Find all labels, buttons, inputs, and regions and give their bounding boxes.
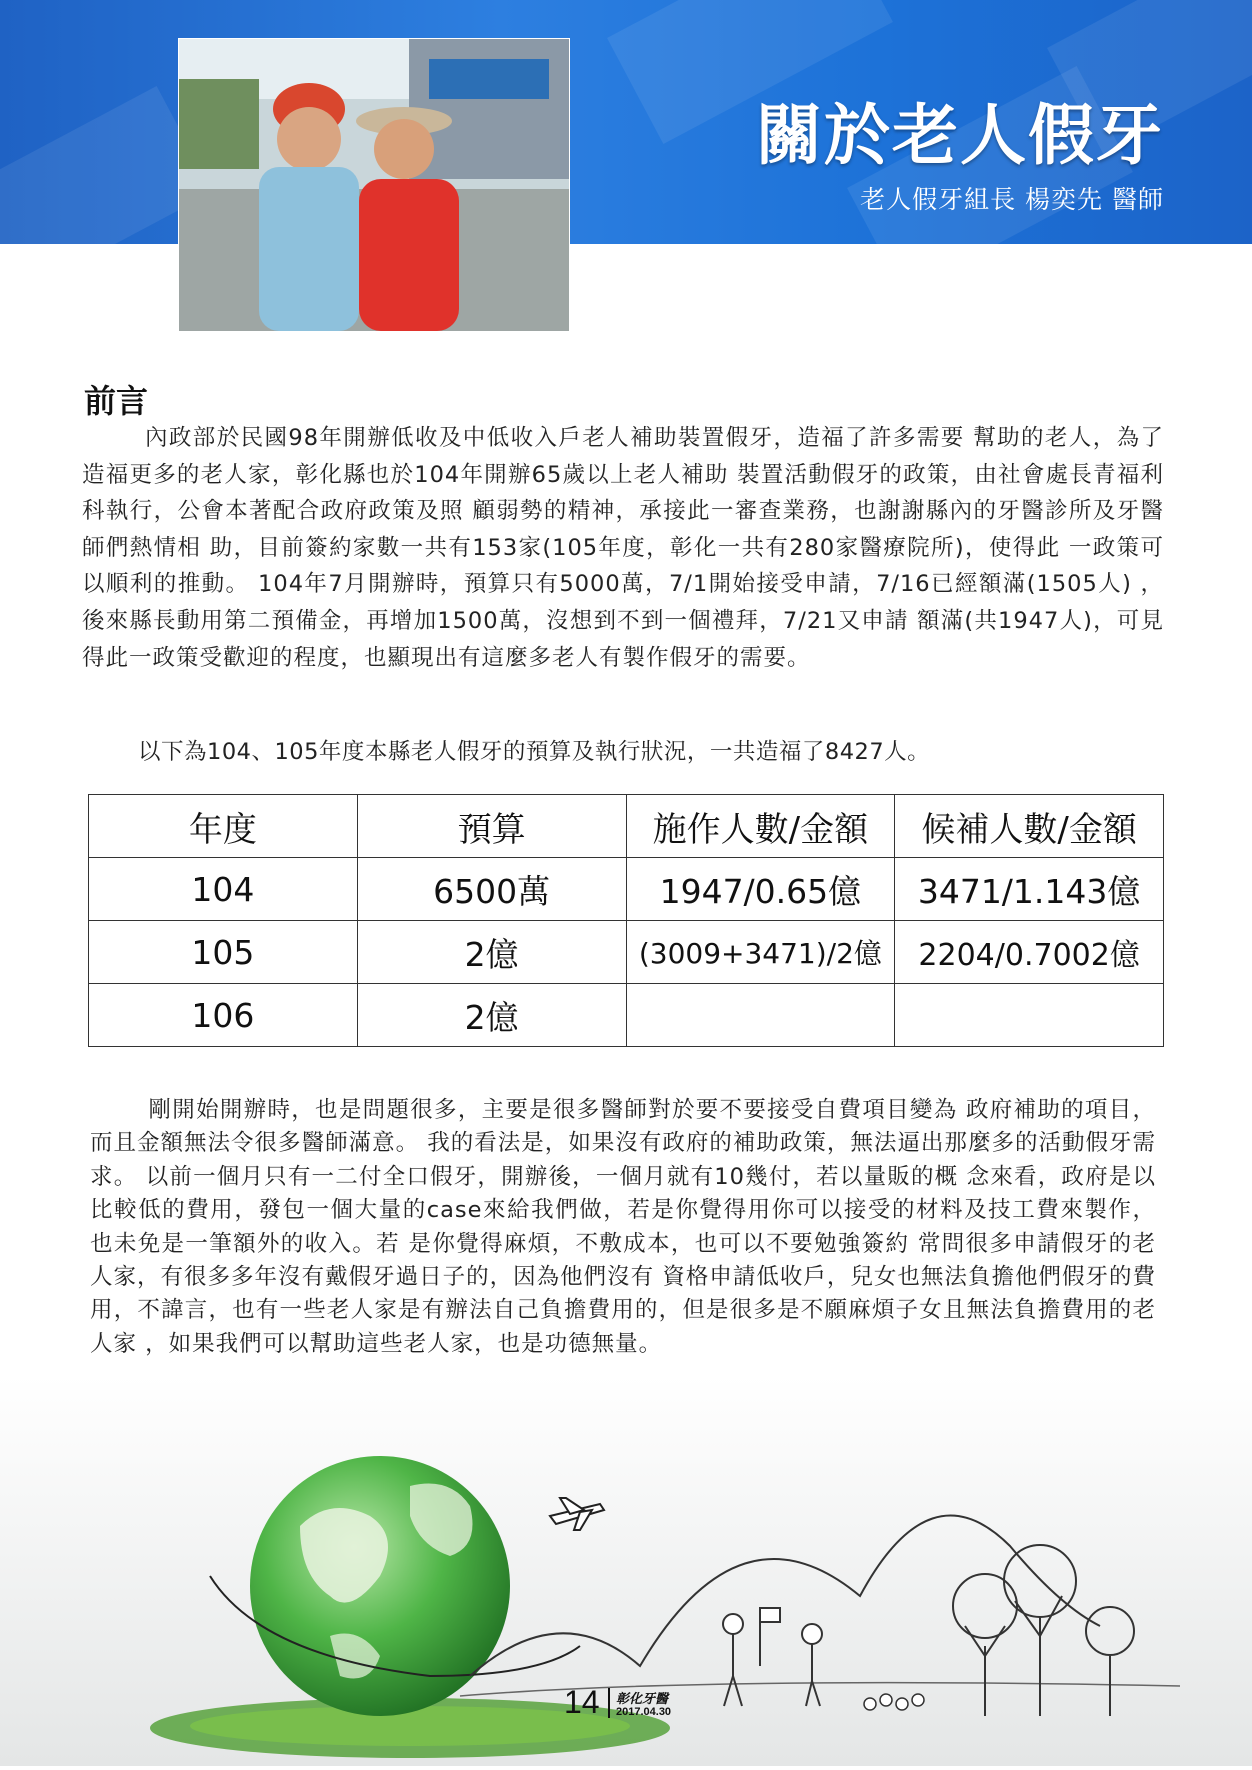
budget-table: [88, 794, 1164, 1047]
table-row: [89, 984, 1164, 1047]
page-number: 14: [564, 1684, 600, 1720]
author-photo: [178, 38, 570, 332]
cell-budget: 6500萬: [357, 858, 626, 921]
cell-waitlist: [895, 984, 1164, 1047]
cell-budget: 2億: [357, 921, 626, 984]
cell-waitlist: 3471/1.143億: [895, 858, 1164, 921]
author-line: 老人假牙組長 楊奕先 醫師: [860, 185, 1164, 214]
header-budget: 預算: [357, 795, 626, 858]
table-header-row: [89, 795, 1164, 858]
table-row: [89, 921, 1164, 984]
header-year: 年度: [89, 795, 358, 858]
table-row: [89, 858, 1164, 921]
summary-line: 以下為104、105年度本縣老人假牙的預算及執行狀況，一共造福了8427人。: [138, 739, 931, 765]
header-waitlist: 候補人數/金額: [895, 795, 1164, 858]
cell-served: [626, 984, 895, 1047]
section-heading: 前言: [84, 382, 149, 420]
footer-divider: [608, 1688, 610, 1718]
cell-waitlist: 2204/0.7002億: [895, 921, 1164, 984]
intro-paragraph: 內政部於民國98年開辦低收及中低收入戶老人補助裝置假牙，造福了許多需要 幫助的老人，為了造福更多的老人家，彰化縣也於104年開辦65歲以上老人補助 裝置活動假牙的政策，由社會處長青福利科執行，公會本著配合政府政策及照 顧弱勢的精神，承接此一審查業務，也謝謝縣內的牙醫診所及牙醫師們熱情相 助，目前簽約家數一共有153家(105年度，彰化一共有280家醫療院所)，使得此 一政策可以順利的推動。 104年7月開辦時，預算只有5000萬，7/1開始接受申請，7/16已經額滿(1505人) ， 後來縣長動用第二預備金，再增加1500萬，沒想到不到一個禮拜，7/21又申請 額滿(共1947人)，可見得此一政策受歡迎的程度，也顯現出有這麼多老人有製作假牙的需要。: [82, 425, 1164, 671]
header-served: 施作人數/金額: [626, 795, 895, 858]
cell-year: 104: [89, 858, 358, 921]
cell-year: 105: [89, 921, 358, 984]
footer-date: 2017.04.30: [616, 1706, 672, 1718]
body-paragraph: 剛開始開辦時，也是問題很多，主要是很多醫師對於要不要接受自費項目變為 政府補助的項目，而且金額無法令很多醫師滿意。 我的看法是，如果沒有政府的補助政策，無法逼出那麼多的活動假牙需求。 以前一個月只有一二付全口假牙，開辦後，一個月就有10幾付，若以量販的概 念來看，政府是以比較低的費用，發包一個大量的case來給我們做，若是你覺得用你可以接受的材料及技工費來製作，也未免是一筆額外的收入。若 是你覺得麻煩，不敷成本，也可以不要勉強簽約 常問很多申請假牙的老人家，有很多多年沒有戴假牙過日子的，因為他們沒有 資格申請低收戶，兒女也無法負擔他們假牙的費用，不諱言，也有一些老人家是有辦法自己負擔費用的，但是很多是不願麻煩子女且無法負擔費用的老人家 ，如果我們可以幫助這些老人家，也是功德無量。: [90, 1097, 1156, 1357]
footer-brand-logo: 彰化牙醫: [616, 1692, 669, 1707]
cell-year: 106: [89, 984, 358, 1047]
cell-served: (3009+3471)/2億: [626, 921, 895, 984]
cell-budget: 2億: [357, 984, 626, 1047]
cell-served: 1947/0.65億: [626, 858, 895, 921]
page-title: 關於老人假牙: [756, 97, 1164, 174]
